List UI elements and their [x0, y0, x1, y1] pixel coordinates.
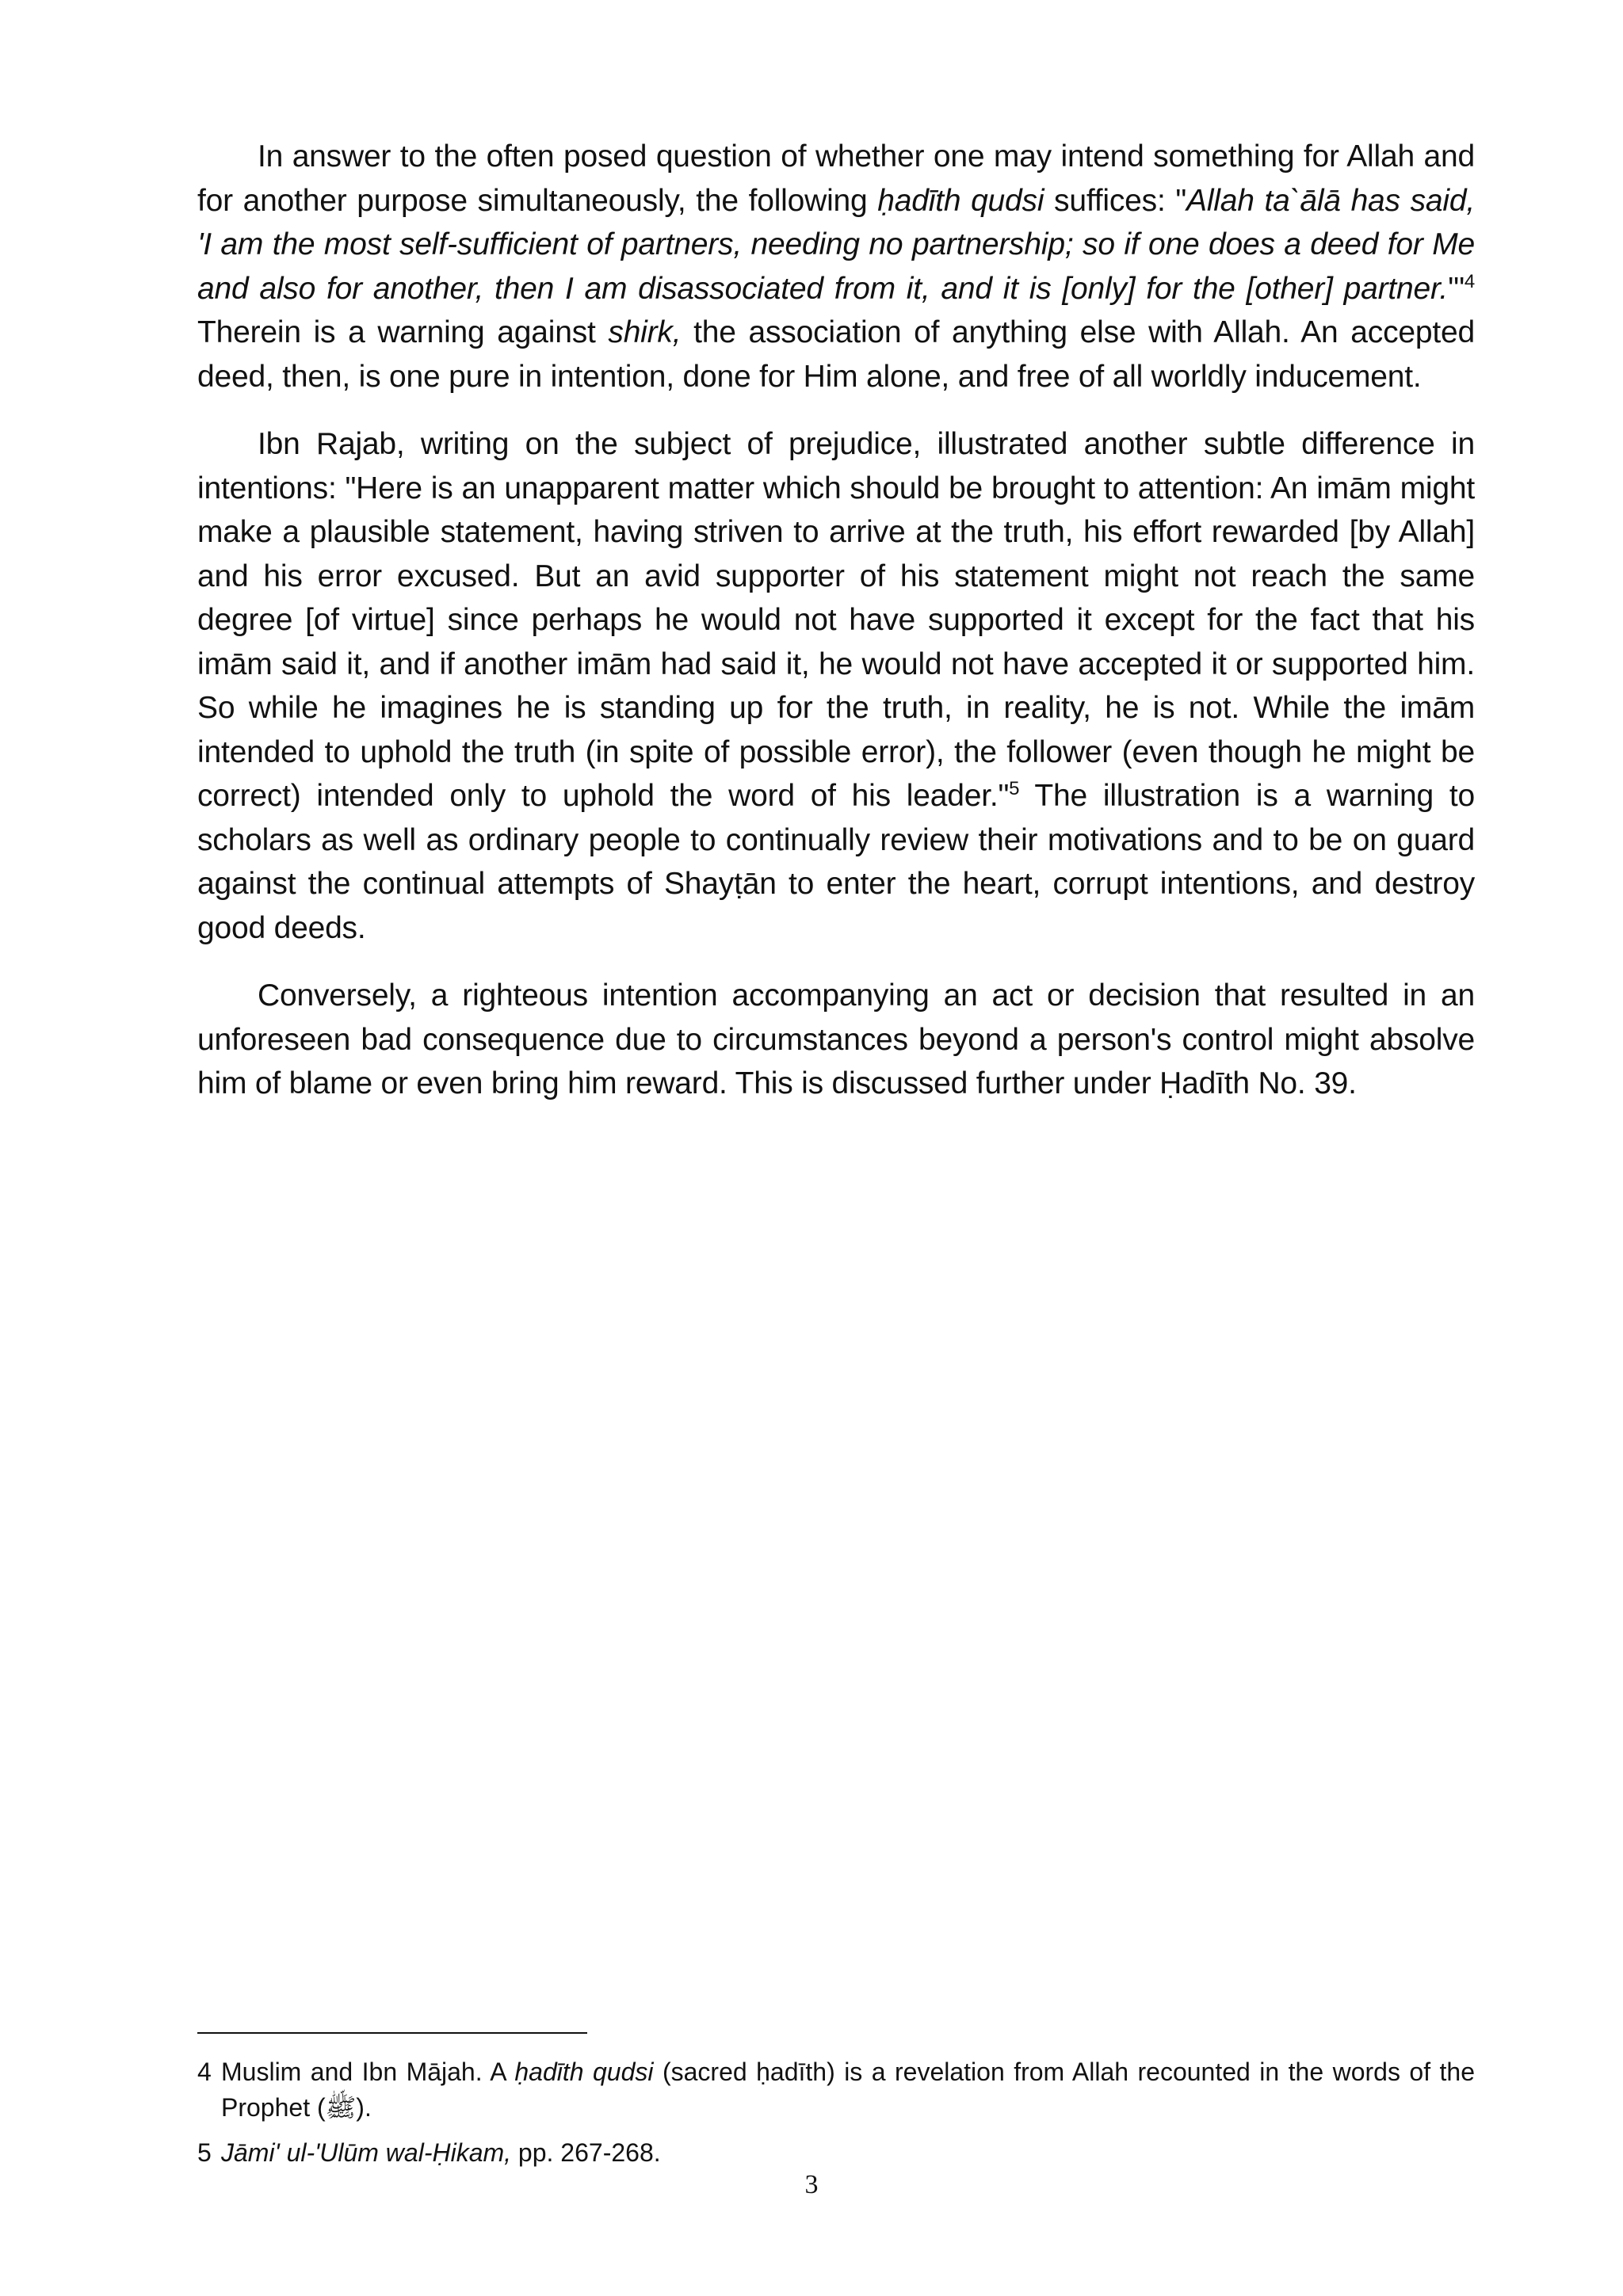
footnote-ref-5[interactable]: 5 [1009, 778, 1020, 799]
page-body [197, 135, 1475, 1130]
paragraph-1 [197, 135, 1475, 399]
footnote-number: 5 [197, 2138, 212, 2167]
text: suffices: " [1044, 183, 1186, 218]
text: the association of anything else with Allah. An accepted deed, then, is one pure in intention, done for Him alone, and free of all worldly inducement. [197, 315, 1475, 394]
text: Therein is a warning against [197, 315, 609, 349]
footnote-divider [197, 2032, 587, 2034]
footnote-ref-4[interactable]: 4 [1464, 270, 1475, 292]
footnotes-section [197, 2032, 1475, 2180]
paragraph-2 [197, 422, 1475, 950]
italic-term: shirk, [608, 315, 682, 349]
italic-term: ḥadīth qudsi [514, 2058, 654, 2086]
italic-term: ḥadīth qudsi [877, 183, 1044, 218]
text: Conversely, a righteous intention accompanying an act or decision that resulted in an unforeseen bad consequence due to circumstances beyond a person's control might absolve him of blame or even bring him reward. This is discussed further under Ḥadīth No. 39. [197, 978, 1475, 1100]
text: Ibn Rajab, writing on the subject of prejudice, illustrated another subtle difference in intentions: "Here is an unapparent matter which should be brought to attention: An imām might make a plausible statement, having striven to arrive at the truth, his effort rewarded [by Allah] and his error excused. But an avid supporter of his statement might not reach the same degree [of virtue] since perhaps he would not have supported it except for the fact that his imām said it, and if another imām had said it, he would not have accepted it or supported him. So while he imagines he is standing up for the truth, in reality, he is not. While the imām intended to uphold the truth (in spite of possible error), the follower (even though he might be correct) intended only to uphold the word of his leader." [197, 427, 1475, 813]
text: In answer to the often posed question of whether one may intend something for Allah and for another purpose simultaneously, the following [197, 139, 1475, 218]
footnote-5 [197, 2135, 1475, 2171]
footnote-number: 4 [197, 2058, 212, 2086]
text: (sacred ḥadīth) is a revelation from Allah recounted in the words of the Prophet (ﷺ). [221, 2058, 1476, 2122]
page-number: 3 [804, 2170, 819, 2199]
text: pp. 267-268. [511, 2138, 661, 2167]
text: '" [1447, 271, 1465, 306]
book-title: Jāmi' ul-'Ulūm wal-Ḥikam, [221, 2138, 512, 2167]
footnote-4 [197, 2054, 1475, 2126]
hadith-quote: Allah ta`ālā has said, 'I am the most self-sufficient of partners, needing no partnership; so if one does a deed for Me and also for another, then I am disassociated from it, and it is [only] for the [other] partner. [197, 183, 1475, 306]
text: The illustration is a warning to scholars as well as ordinary people to continually review their motivations and to be on guard against the continual attempts of Shayṭān to enter the heart, corrupt intentions, and destroy good deeds. [197, 779, 1475, 945]
paragraph-3 [197, 974, 1475, 1106]
text: Muslim and Ibn Mājah. A [221, 2058, 515, 2086]
